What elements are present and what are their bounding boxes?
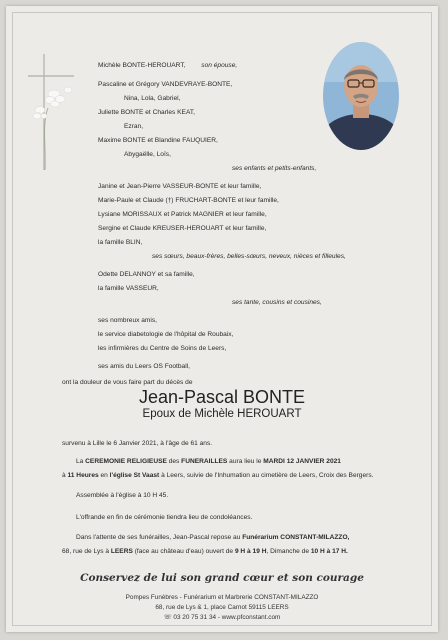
child-line: Pascaline et Grégory VANDEVRAYE-BONTE, (98, 81, 233, 88)
child-line: Juliette BONTE et Charles KEAT, (98, 109, 195, 116)
sibling-line: Janine et Jean-Pierre VASSEUR-BONTE et leur famille, (98, 183, 262, 190)
ceremony-date: MARDI 12 JANVIER 2021 (263, 458, 341, 465)
death-line: survenu à Lille le 6 Janvier 2021, à l'âge de 61 ans. (62, 440, 213, 447)
grandchildren-line: Ezran, (124, 123, 144, 130)
footer-contact: ☏ 03 20 75 31 34 - www.pfconstant.com (163, 614, 281, 621)
rest-sunday-hours: 10 H à 17 H. (310, 548, 348, 555)
deceased-name: Jean-Pascal BONTE (138, 387, 306, 407)
children-caption: ses enfants et petits-enfants, (232, 165, 317, 172)
rest-city: LEERS (110, 548, 133, 555)
deceased-subtitle: Epoux de Michèle HEROUART (142, 408, 302, 420)
rest-text: 68, rue de Lys à (62, 548, 111, 555)
spouse-line (98, 62, 237, 70)
ceremony-emphasis: FUNERAILLES (181, 458, 228, 465)
ceremony-text: des (166, 458, 182, 465)
rest-line-2 (62, 548, 348, 556)
ceremony-emphasis: CEREMONIE RELIGIEUSE (85, 458, 167, 465)
condolences-line: L'offrande en fin de cérémonie tiendra lieu de condoléances. (76, 514, 253, 521)
rest-line-1 (76, 534, 349, 542)
siblings-caption: ses sœurs, beaux-frères, belles-sœurs, neveux, nièces et filleules, (152, 253, 346, 260)
friends-line: les infirmières du Centre de Soins de Leers, (98, 345, 227, 352)
friends-line: ses nombreux amis, (98, 317, 157, 324)
sibling-line: la famille BLIN, (98, 239, 143, 246)
friends-last-line: ses amis du Leers OS Football, (98, 363, 190, 370)
sibling-line: Marie-Paule et Claude (†) FRUCHART-BONTE et leur famille, (98, 197, 279, 204)
ceremony-line-2 (62, 472, 373, 480)
friends-line: le service diabetologie de l'hôpital de Roubaix, (98, 331, 234, 338)
spouse-role: son épouse, (201, 62, 238, 69)
footer-company: Pompes Funèbres - Funérarium et Marbrerie CONSTANT-MILAZZO (125, 594, 319, 601)
grandchildren-line: Abygaëlle, Loïs, (124, 151, 171, 158)
spouse-name: Michèle BONTE-HEROUART, (98, 62, 186, 69)
aunt-line: Odette DELANNOY et sa famille, (98, 271, 195, 278)
sibling-line: Lysiane MORISSAUX et Patrick MAGNIER et leur famille, (98, 211, 267, 218)
rest-hours: 9 H à 19 H (234, 548, 267, 555)
footer-address: 68, rue de Lys & 1, place Carnot 59115 LEERS (155, 604, 289, 611)
ceremony-text: aura lieu le (227, 458, 264, 465)
aunts-caption: ses tante, cousins et cousines, (232, 299, 322, 306)
ceremony-text: en (98, 472, 110, 479)
ceremony-text: La (76, 458, 86, 465)
ceremony-text: à Leers, suivie de l'Inhumation au cimetière de Leers, Croix des Bergers. (159, 472, 374, 479)
rest-text: (face au château d'eau) ouvert de (132, 548, 235, 555)
funeral-home-name: Funérarium CONSTANT-MILAZZO, (242, 534, 350, 541)
motto: Conservez de lui son grand cœur et son courage (80, 572, 364, 584)
rest-text: Dans l'attente de ses funérailles, Jean-Pascal repose au (76, 534, 243, 541)
sibling-line: Sergine et Claude KREUSER-HEROUART et leur famille, (98, 225, 267, 232)
obituary-card (6, 6, 438, 632)
aunt-line: la famille VASSEUR, (98, 285, 159, 292)
ceremony-time: 11 Heures (67, 472, 99, 479)
rest-text: , Dimanche de (266, 548, 311, 555)
ceremony-text: à (62, 472, 68, 479)
ceremony-line-1 (76, 458, 341, 466)
child-line: Maxime BONTE et Blandine FAUQUIER, (98, 137, 218, 144)
cross-orchid-icon (28, 54, 80, 172)
grandchildren-line: Nina, Lola, Gabriel, (124, 95, 181, 102)
announcement: ont la douleur de vous faire part du décès de (62, 379, 193, 386)
ceremony-place: l'église St Vaast (109, 472, 160, 479)
assembly-line: Assemblée à l'église à 10 H 45. (76, 492, 169, 499)
portrait-photo (323, 42, 399, 150)
